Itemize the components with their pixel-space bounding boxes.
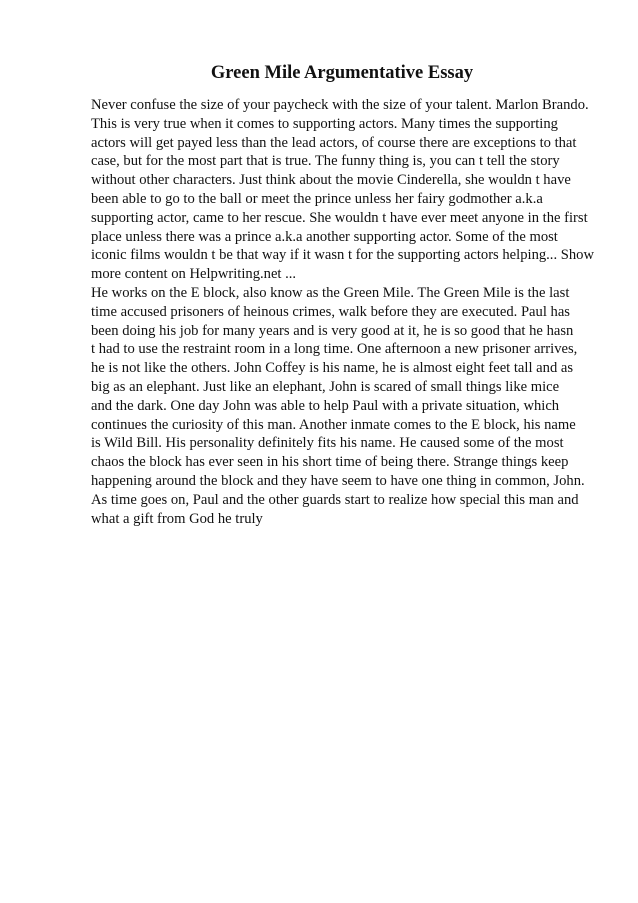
body-line: without other characters. Just think about the movie Cinderella, she wouldn t have <box>91 172 571 189</box>
body-line: t had to use the restraint room in a long time. One afternoon a new prisoner arrives, <box>91 341 578 358</box>
body-line: been doing his job for many years and is very good at it, he is so good that he hasn <box>91 322 574 339</box>
body-line: Never confuse the size of your paycheck with the size of your talent. Marlon Brando. <box>91 97 589 113</box>
body-line: been able to go to the ball or meet the prince unless her fairy godmother a.k.a <box>91 190 543 207</box>
body-line: actors will get payed less than the lead actors, of course there are exceptions to that <box>91 134 577 151</box>
body-line: time accused prisoners of heinous crimes, walk before they are executed. Paul has <box>91 303 570 320</box>
body-line: what a gift from God he truly <box>91 510 263 527</box>
body-line: place unless there was a prince a.k.a another supporting actor. Some of the most <box>91 228 558 245</box>
body-line: case, but for the most part that is true. The funny thing is, you can t tell the story <box>91 153 560 170</box>
body-line: more content on Helpwriting.net ... <box>91 266 297 283</box>
body-line: happening around the block and they have seem to have one thing in common, John. <box>91 472 585 489</box>
body-line: As time goes on, Paul and the other guards start to realize how special this man and <box>91 491 579 508</box>
body-line: supporting actor, came to her rescue. She wouldn t have ever meet anyone in the first <box>91 209 588 226</box>
body-line: is Wild Bill. His personality definitely fits his name. He caused some of the most <box>91 435 564 452</box>
document-title: Green Mile Argumentative Essay <box>210 63 474 83</box>
body-line: and the dark. One day John was able to help Paul with a private situation, which <box>91 397 560 414</box>
body-line: chaos the block has ever seen in his short time of being there. Strange things keep <box>91 454 569 471</box>
body-line: big as an elephant. Just like an elephant, John is scared of small things like mice <box>91 378 560 395</box>
body-line: iconic films wouldn t be that way if it wasn t for the supporting actors helping... Show <box>91 247 594 264</box>
body-line: He works on the E block, also know as the Green Mile. The Green Mile is the last <box>91 284 570 301</box>
body-line: continues the curiosity of this man. Another inmate comes to the E block, his name <box>91 416 576 433</box>
body-line: he is not like the others. John Coffey is his name, he is almost eight feet tall and as <box>91 360 574 377</box>
body-line: This is very true when it comes to supporting actors. Many times the supporting <box>91 115 558 132</box>
document-body <box>91 96 611 528</box>
